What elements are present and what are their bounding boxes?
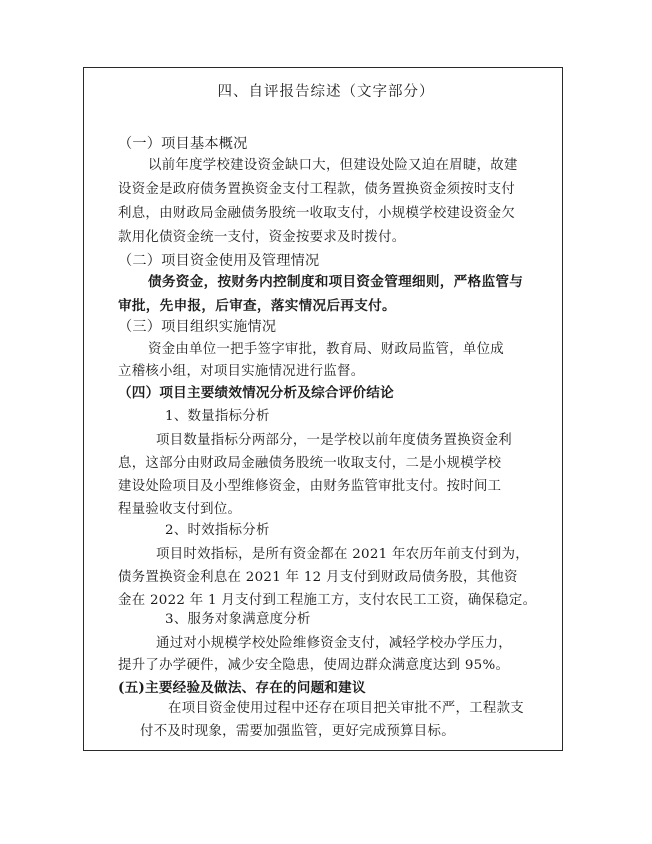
section-1-heading: （一）项目基本概况 bbox=[118, 136, 248, 152]
subsection-2-line-1: 项目时效指标，是所有资金都在 2021 年农历年前支付到为， bbox=[156, 547, 529, 562]
subsection-1-line-2: 息，这部分由财政局金融债务股统一收取支付，二是小规模学校 bbox=[118, 456, 502, 471]
subsection-1-line-3: 建设处险项目及小型维修资金，由财务监管审批支付。按时间工 bbox=[118, 479, 502, 494]
subsection-2-label: 2、时效指标分析 bbox=[165, 523, 270, 538]
subsection-3-line-2: 提升了办学硬件，减少安全隐患，使周边群众满意度达到 95%。 bbox=[118, 658, 510, 673]
report-title: 四、自评报告综述（文字部分） bbox=[217, 84, 435, 100]
subsection-2-line-2: 债务置换资金利息在 2021 年 12 月支付到财政局债务股，其他资 bbox=[118, 570, 518, 585]
section-2-line-1: 债务资金，按财务内控制度和项目资金管理细则，严格监管与 bbox=[148, 274, 524, 290]
section-1-line-4: 款用化债资金统一支付，资金按要求及时拨付。 bbox=[118, 230, 406, 245]
section-2-heading: （二）项目资金使用及管理情况 bbox=[118, 253, 320, 269]
section-1-line-2: 设资金是政府债务置换资金支付工程款，债务置换资金须按时支付 bbox=[118, 182, 516, 197]
section-5-line-1: 在项目资金使用过程中还存在项目把关审批不严，工程款支 bbox=[168, 701, 524, 716]
section-1-line-3: 利息，由财政局金融债务股统一收取支付，小规模学校建设资金欠 bbox=[118, 206, 516, 221]
subsection-2-line-3: 金在 2022 年 1 月支付到工程施工方，支付农民工工资，确保稳定。 bbox=[118, 593, 537, 608]
section-3-heading: （三）项目组织实施情况 bbox=[118, 319, 277, 335]
section-2-line-2: 审批，先申报，后审查，落实情况后再支付。 bbox=[118, 298, 396, 314]
section-1-line-1: 以前年度学校建设资金缺口大，但建设处险又迫在眉睫，故建 bbox=[148, 158, 518, 173]
section-3-line-2: 立稽核小组，对项目实施情况进行监督。 bbox=[118, 364, 365, 379]
section-5-line-2: 付不及时现象，需要加强监管，更好完成预算目标。 bbox=[140, 724, 455, 739]
subsection-3-line-1: 通过对小规模学校处险维修资金支付，减轻学校办学压力， bbox=[156, 636, 512, 651]
subsection-1-line-4: 程量验收支付到位。 bbox=[118, 502, 242, 517]
subsection-1-label: 1、数量指标分析 bbox=[165, 409, 270, 424]
subsection-1-line-1: 项目数量指标分两部分，一是学校以前年度债务置换资金利 bbox=[156, 433, 512, 448]
section-4-heading: （四）项目主要绩效情况分析及综合评价结论 bbox=[118, 385, 394, 401]
section-3-line-1: 资金由单位一把手签字审批，教育局、财政局监管，单位成 bbox=[148, 342, 504, 357]
section-5-heading: (五)主要经验及做法、存在的问题和建议 bbox=[118, 680, 366, 696]
subsection-3-label: 3、服务对象满意度分析 bbox=[165, 612, 311, 627]
